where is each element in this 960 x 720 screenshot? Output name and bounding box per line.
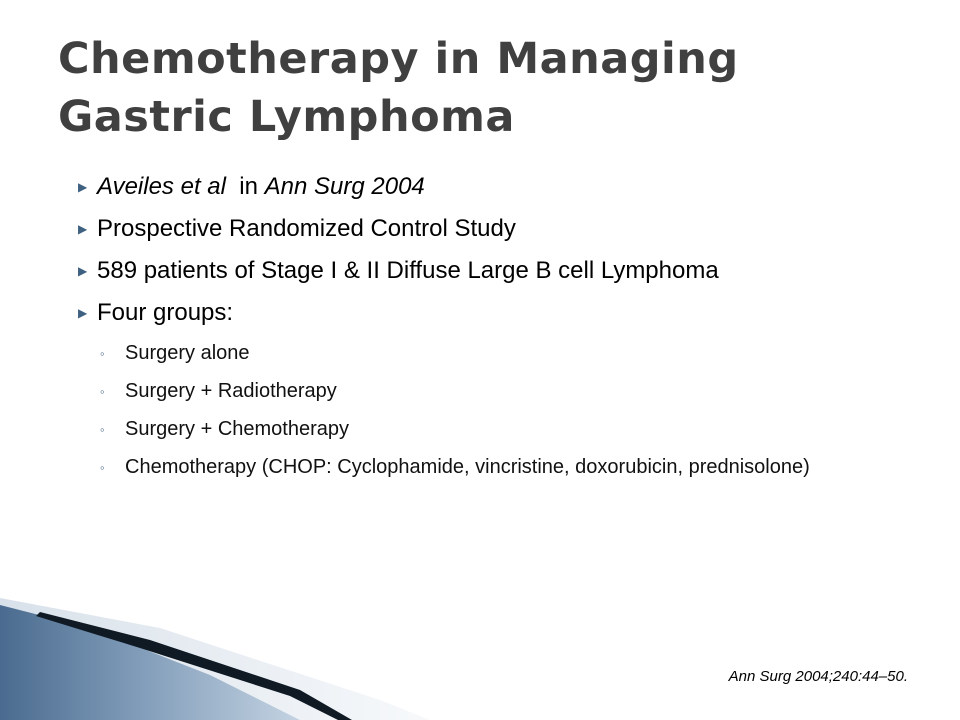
page-title: Chemotherapy in Managing Gastric Lymphoma [58,34,739,142]
bullet-text: Four groups: [97,299,234,326]
citation-authors: Aveiles et al [97,173,226,200]
ring-icon: ◦ [100,346,105,361]
sub-bullet-text: Chemotherapy (CHOP: Cyclophamide, vincristine, doxorubicin, prednisolone) [125,456,810,478]
sub-bullet-text: Surgery alone [125,342,250,364]
sub-bullet-text: Surgery + Radiotherapy [125,380,337,402]
sub-bullet-text: Surgery + Chemotherapy [125,418,350,440]
bullet-list [78,172,878,492]
ring-icon: ◦ [100,460,105,475]
bullet-item-groups [78,298,878,328]
reference-citation: Ann Surg 2004;240:44–50. [728,668,908,685]
bullet-text: 589 patients of Stage I & II Diffuse Large B cell Lymphoma [97,257,719,284]
right-triangle-icon: ▶ [78,222,88,236]
bullet-text: Prospective Randomized Control Study [97,215,516,242]
bullet-item-patients [78,256,878,286]
right-triangle-icon: ▶ [78,264,88,278]
sub-bullet-item-chemotherapy-chop [100,454,878,481]
right-triangle-icon: ▶ [78,180,88,194]
citation-journal: Ann Surg 2004 [264,173,425,200]
citation-connector: in [225,173,265,200]
sub-bullet-item-surgery-chemotherapy [100,416,878,443]
right-triangle-icon: ▶ [78,306,88,320]
ring-icon: ◦ [100,422,105,437]
sub-bullet-item-surgery-radiotherapy [100,378,878,405]
bullet-text [97,172,878,202]
ring-icon: ◦ [100,384,105,399]
bullet-item-study-type [78,214,878,244]
bullet-item-citation [78,172,878,202]
sub-bullet-item-surgery-alone [100,340,878,367]
